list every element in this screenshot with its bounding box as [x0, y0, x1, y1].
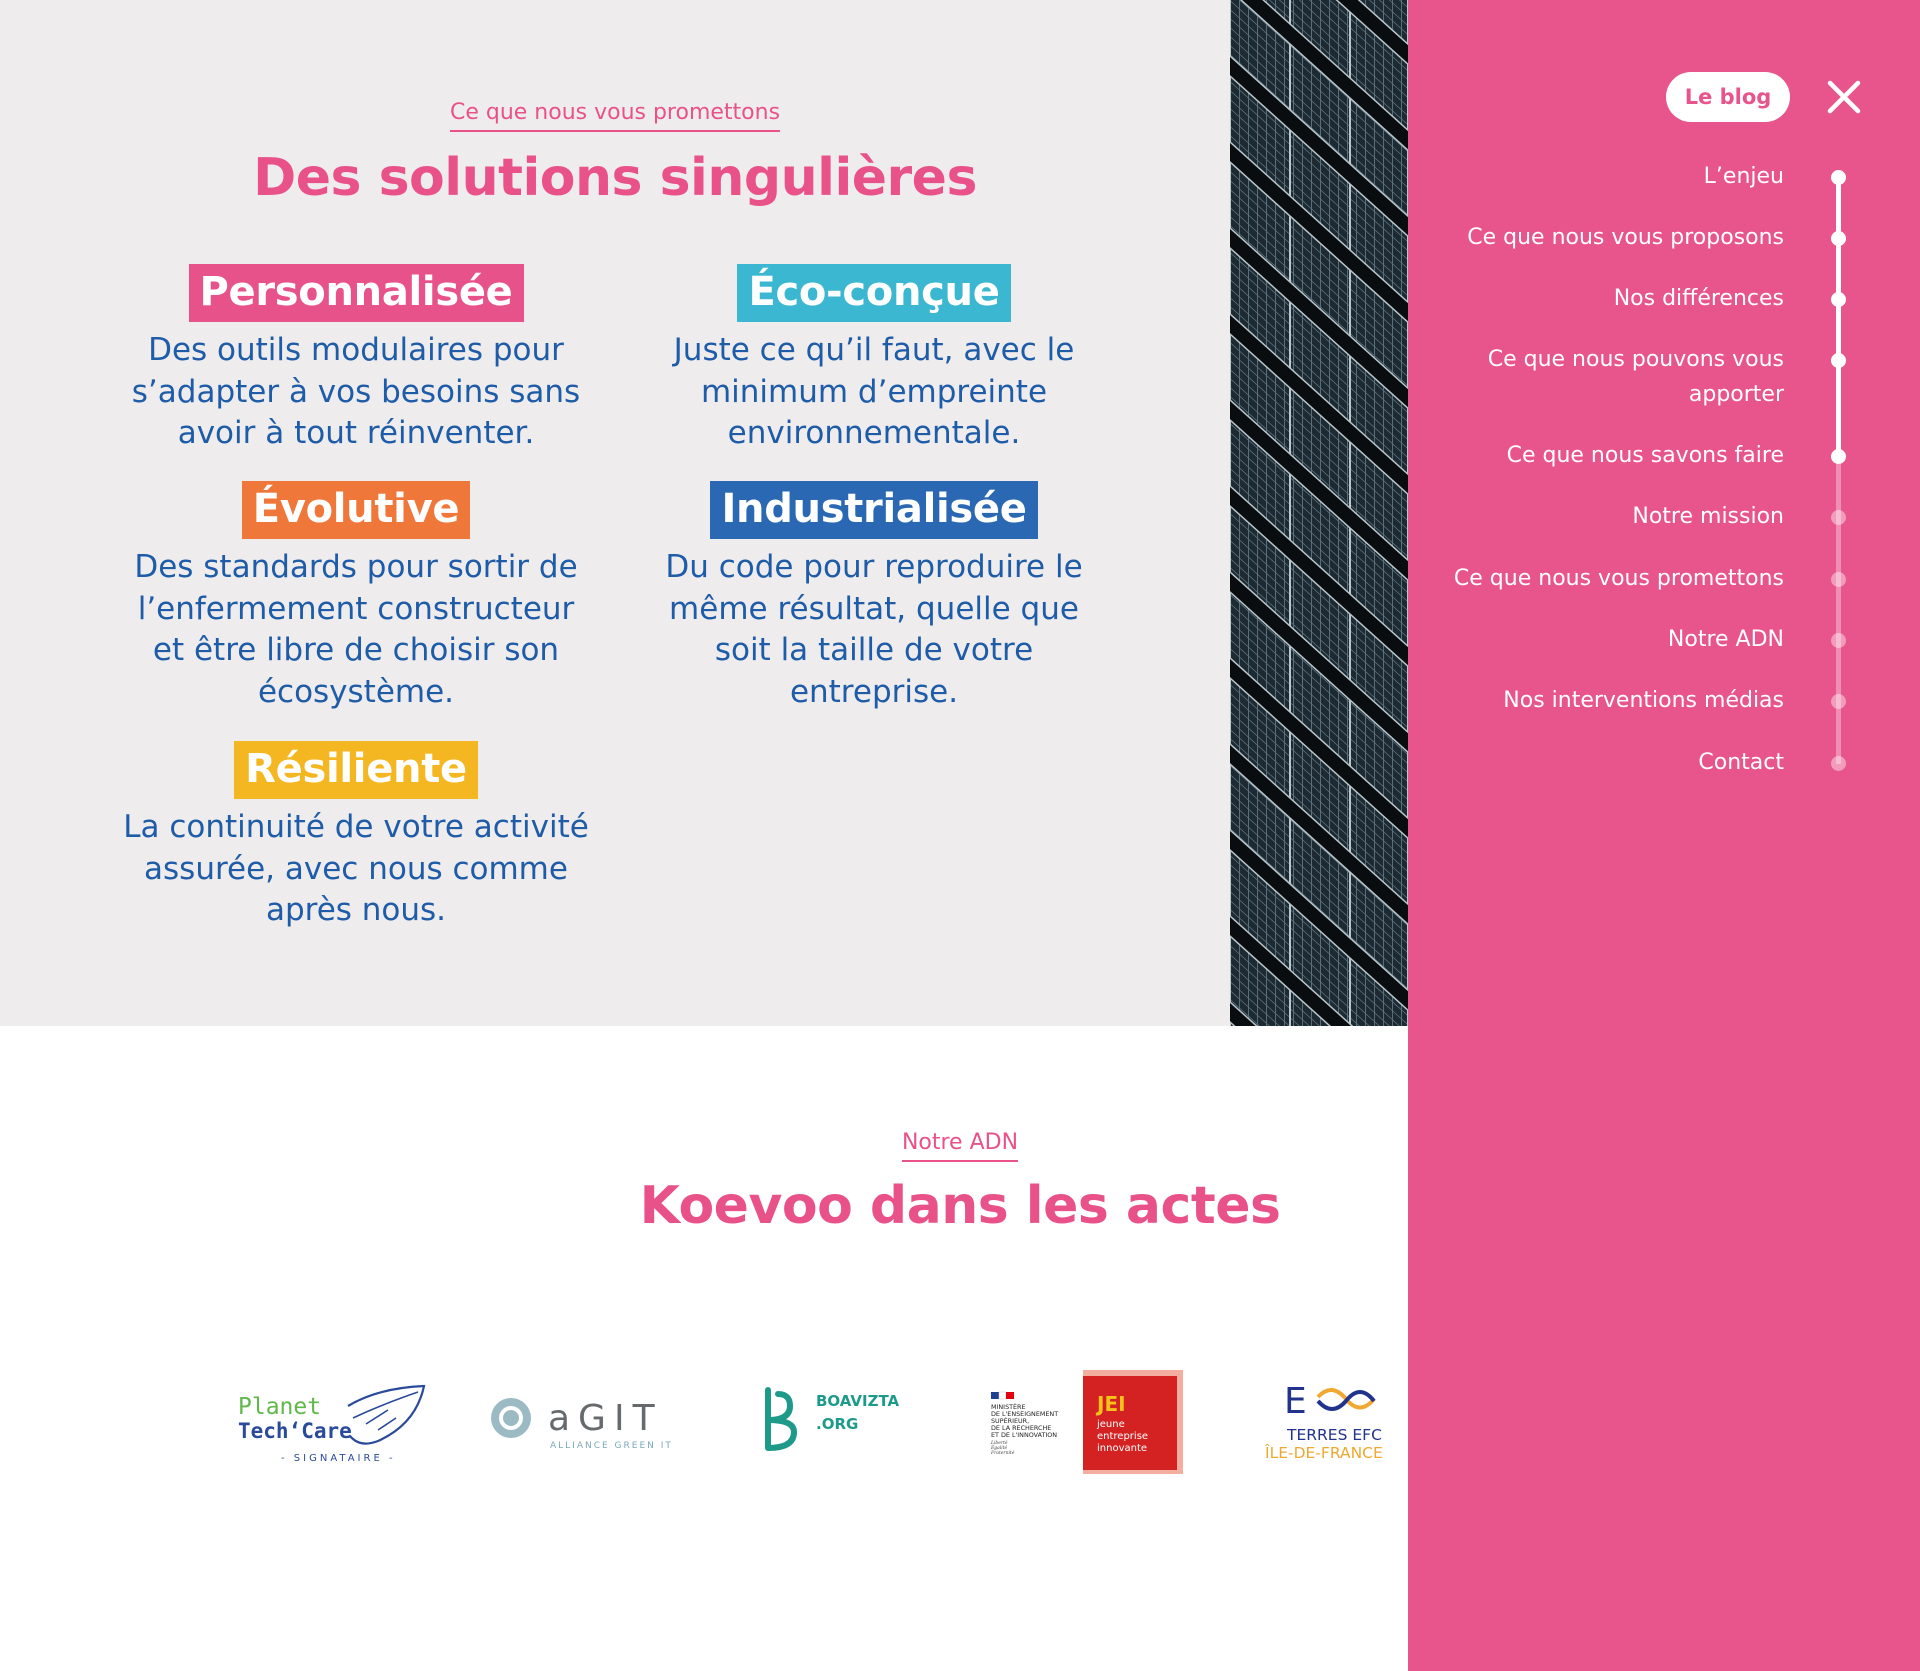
- section-title: Koevoo dans les actes: [639, 1176, 1281, 1236]
- logo-text: Fraternité: [991, 1451, 1015, 1456]
- close-icon[interactable]: [1821, 74, 1867, 120]
- logo-text: DE L'ENSEIGNEMENT: [991, 1410, 1059, 1418]
- logo-text: BOAVIZTA: [816, 1392, 900, 1410]
- nav-item-contact[interactable]: Contact: [1698, 750, 1784, 775]
- adn-section: [0, 1026, 1408, 1671]
- agit-logo[interactable]: [490, 1393, 675, 1453]
- solar-panels-image: [1230, 0, 1408, 1026]
- logo-text: JEI: [1097, 1392, 1126, 1416]
- logo-text: ÎLE-DE-FRANCE: [1265, 1444, 1383, 1462]
- logo-text: DE LA RECHERCHE: [991, 1424, 1052, 1432]
- boavizta-logo[interactable]: [764, 1386, 914, 1456]
- logo-text: ALLIANCE GREEN IT: [550, 1441, 673, 1451]
- logo-text: Égalité: [991, 1446, 1008, 1451]
- nav-dot[interactable]: [1831, 756, 1846, 771]
- card-text: La continuité de votre activité assurée, avec nous comme après nous.: [123, 809, 589, 928]
- logo-text: TERRES EFC: [1287, 1426, 1382, 1444]
- nav-item-enjeu[interactable]: L’enjeu: [1703, 164, 1784, 189]
- logo-text: aGIT: [548, 1398, 663, 1439]
- jei-logo[interactable]: [989, 1366, 1189, 1478]
- nav-dot[interactable]: [1831, 694, 1846, 709]
- card-tag: Éco-conçue: [737, 264, 1010, 322]
- nav-dot[interactable]: [1831, 510, 1846, 525]
- section-eyebrow: Notre ADN: [902, 1130, 1018, 1162]
- logo-text: jeune: [1097, 1419, 1125, 1430]
- nav-item-mission[interactable]: Notre mission: [1632, 504, 1784, 529]
- promise-card: [121, 481, 591, 713]
- planet-techcare-logo[interactable]: [238, 1366, 428, 1466]
- card-text: Du code pour reproduire le même résultat, quelle que soit la taille de votre entreprise.: [665, 549, 1083, 710]
- nav-item-promettons[interactable]: Ce que nous vous promettons: [1453, 566, 1784, 591]
- card-tag: Industrialisée: [710, 481, 1037, 539]
- blog-button[interactable]: Le blog: [1666, 72, 1790, 122]
- nav-progress-fill: [1836, 176, 1841, 456]
- logo-text: Tech‘Care: [238, 1419, 352, 1443]
- card-text: Des outils modulaires pour s’adapter à vos besoins sans avoir à tout réinventer.: [131, 332, 581, 451]
- nav-item-savons-faire[interactable]: Ce que nous savons faire: [1506, 443, 1784, 468]
- promise-card: [639, 481, 1109, 713]
- promise-section: [0, 0, 1230, 1026]
- logo-text: MINISTÈRE: [991, 1403, 1026, 1411]
- terres-efc-logo[interactable]: [1260, 1377, 1408, 1467]
- logo-text: .ORG: [816, 1415, 859, 1433]
- card-text: Juste ce qu’il faut, avec le minimum d’empreinte environnementale.: [673, 332, 1075, 451]
- logo-text: innovante: [1097, 1443, 1148, 1454]
- nav-dot[interactable]: [1831, 170, 1846, 185]
- card-tag: Personnalisée: [189, 264, 524, 322]
- nav-item-proposons[interactable]: Ce que nous vous proposons: [1467, 225, 1784, 250]
- card-tag: Évolutive: [242, 481, 470, 539]
- promise-card: [121, 741, 591, 932]
- section-title: Des solutions singulières: [253, 148, 977, 208]
- promise-card: [639, 264, 1109, 455]
- nav-dot[interactable]: [1831, 449, 1846, 464]
- nav-item-adn[interactable]: Notre ADN: [1667, 627, 1784, 652]
- nav-dot[interactable]: [1831, 231, 1846, 246]
- logo-text: entreprise: [1097, 1431, 1149, 1442]
- card-text: Des standards pour sortir de l’enfermement constructeur et être libre de choisir son écosystème.: [134, 549, 578, 710]
- nav-dot[interactable]: [1831, 353, 1846, 368]
- nav-dot[interactable]: [1831, 633, 1846, 648]
- section-eyebrow: Ce que nous vous promettons: [450, 100, 780, 132]
- logo-text: Planet: [238, 1394, 322, 1420]
- logo-text: Liberté: [991, 1441, 1008, 1446]
- nav-item-differences[interactable]: Nos différences: [1613, 286, 1784, 311]
- nav-dot[interactable]: [1831, 572, 1846, 587]
- promise-card: [121, 264, 591, 455]
- logo-text: - SIGNATAIRE -: [281, 1453, 396, 1464]
- nav-item-apporter[interactable]: Ce que nous pouvons vous apporter: [1487, 347, 1784, 407]
- side-navigation-panel: [1408, 0, 1920, 1671]
- logo-text: ET DE L'INNOVATION: [991, 1431, 1058, 1439]
- nav-item-medias[interactable]: Nos interventions médias: [1503, 688, 1784, 713]
- card-tag: Résiliente: [234, 741, 478, 799]
- logo-text: SUPÉRIEUR,: [991, 1417, 1030, 1425]
- nav-dot[interactable]: [1831, 292, 1846, 307]
- logo-text: E: [1284, 1381, 1307, 1422]
